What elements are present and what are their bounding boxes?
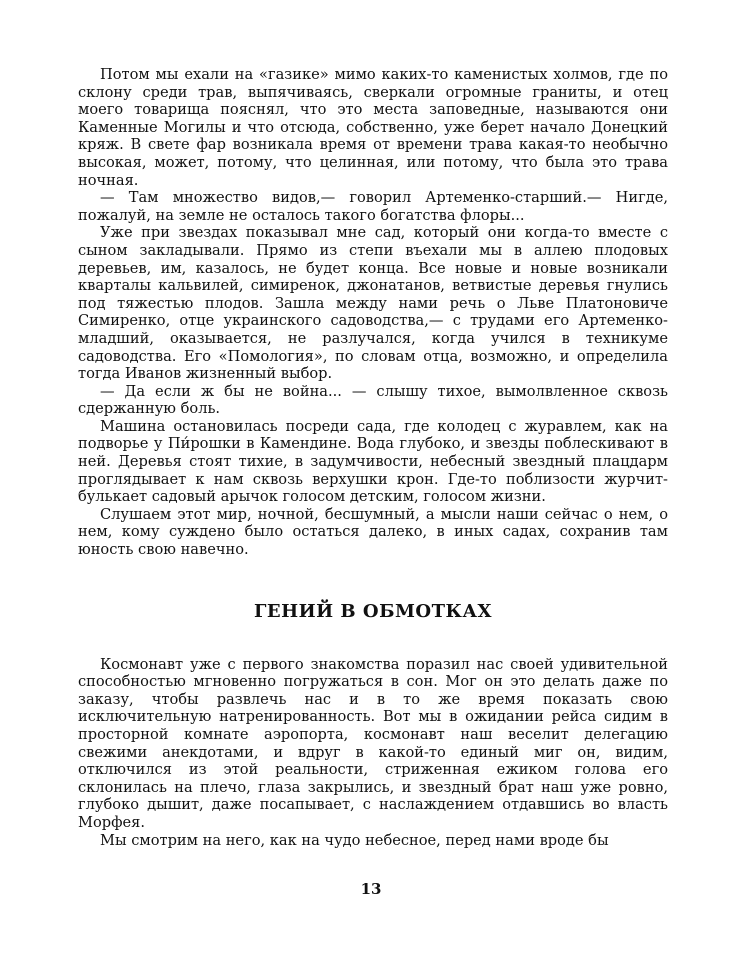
paragraph-garden: Уже при звездах показывал мне сад, который они когда-то вместе с сыном закладывали. Прямо из степи въехали мы в аллею плодовых деревьев, им, казалось, не будет конца. Все новые и новые возникали кварталы кальвилей, симиренок, джонатанов, ветвистые деревья гнулись под тяжестью плодов. Зашла между нами речь о Льве Платоновиче Симиренко, отце украинского садоводства,— с трудами его Артеменко-младший, оказывается, не разлучался, когда учился в техникуме садоводства. Его «Помология», по словам отца, возможно, и определила тогда Иванов жизненный выбор.	[78, 224, 668, 383]
paragraph-listening: Слушаем этот мир, ночной, бесшумный, а мысли наши сейчас о нем, о нем, кому суждено было остаться далеко, в иных садах, сохранив там юность свою навечно.	[78, 505, 668, 559]
paragraph-cosmonaut: Космонавт уже с первого знакомства поразил нас своей удивительной способностью мгновенно погружаться в сон. Мог он это делать даже по заказу, чтобы развлечь нас и в то же время показать свою исключительную натренированность. Вот мы в ожидании рейса сидим в просторной комнате аэропорта, космонавт наш веселит делегацию свежими анекдотами, и вдруг в какой-то единый миг он, видим, отключился из этой реальности, стриженная ежиком голова его склонилась на плечо, глаза закрылись, и звездный брат наш уже ровно, глубоко дышит, даже посапывает, с наслаждением отдавшись во власть Морфея.	[78, 655, 668, 831]
paragraph-cosmonaut-watch: Мы смотрим на него, как на чудо небесное, перед нами вроде бы	[100, 831, 609, 849]
chapter-title: ГЕНИЙ В ОБМОТКАХ	[254, 600, 492, 622]
page-content	[78, 66, 668, 849]
paragraph-well: Машина остановилась посреди сада, где колодец с журавлем, как на подворье у Пи́рошки в Камендине. Вода глубоко, и звезды поблескивают в ней. Деревья стоят тихие, в задумчивости, небесный звездный плацдарм проглядывает к нам сквозь верхушки крон. Где-то поблизости журчит-булькает садовый арычок голосом детским, голосом жизни.	[78, 417, 668, 506]
page-number: 13	[360, 880, 382, 898]
paragraph-flora-quote: — Там множество видов,— говорил Артеменко-старший.— Нигде, пожалуй, на земле не осталось такого богатства флоры...	[78, 189, 668, 224]
paragraph-war-quote: — Да если ж бы не война... — слышу тихое, вымолвленное сквозь сдержанную боль.	[78, 382, 668, 418]
paragraph-gazik-ride: Потом мы ехали на «газике» мимо каких-то каменистых холмов, где по склону среди трав, выпячиваясь, сверкали огромные граниты, и отец моего товарища пояснял, что это места заповедные, называются они Каменные Могилы и что отсюда, собственно, уже берет начало Донецкий кряж. В свете фар возникала время от времени трава какая-то необычно высокая, может, потому, что целинная, или потому, что была это трава ночная.	[78, 66, 668, 189]
